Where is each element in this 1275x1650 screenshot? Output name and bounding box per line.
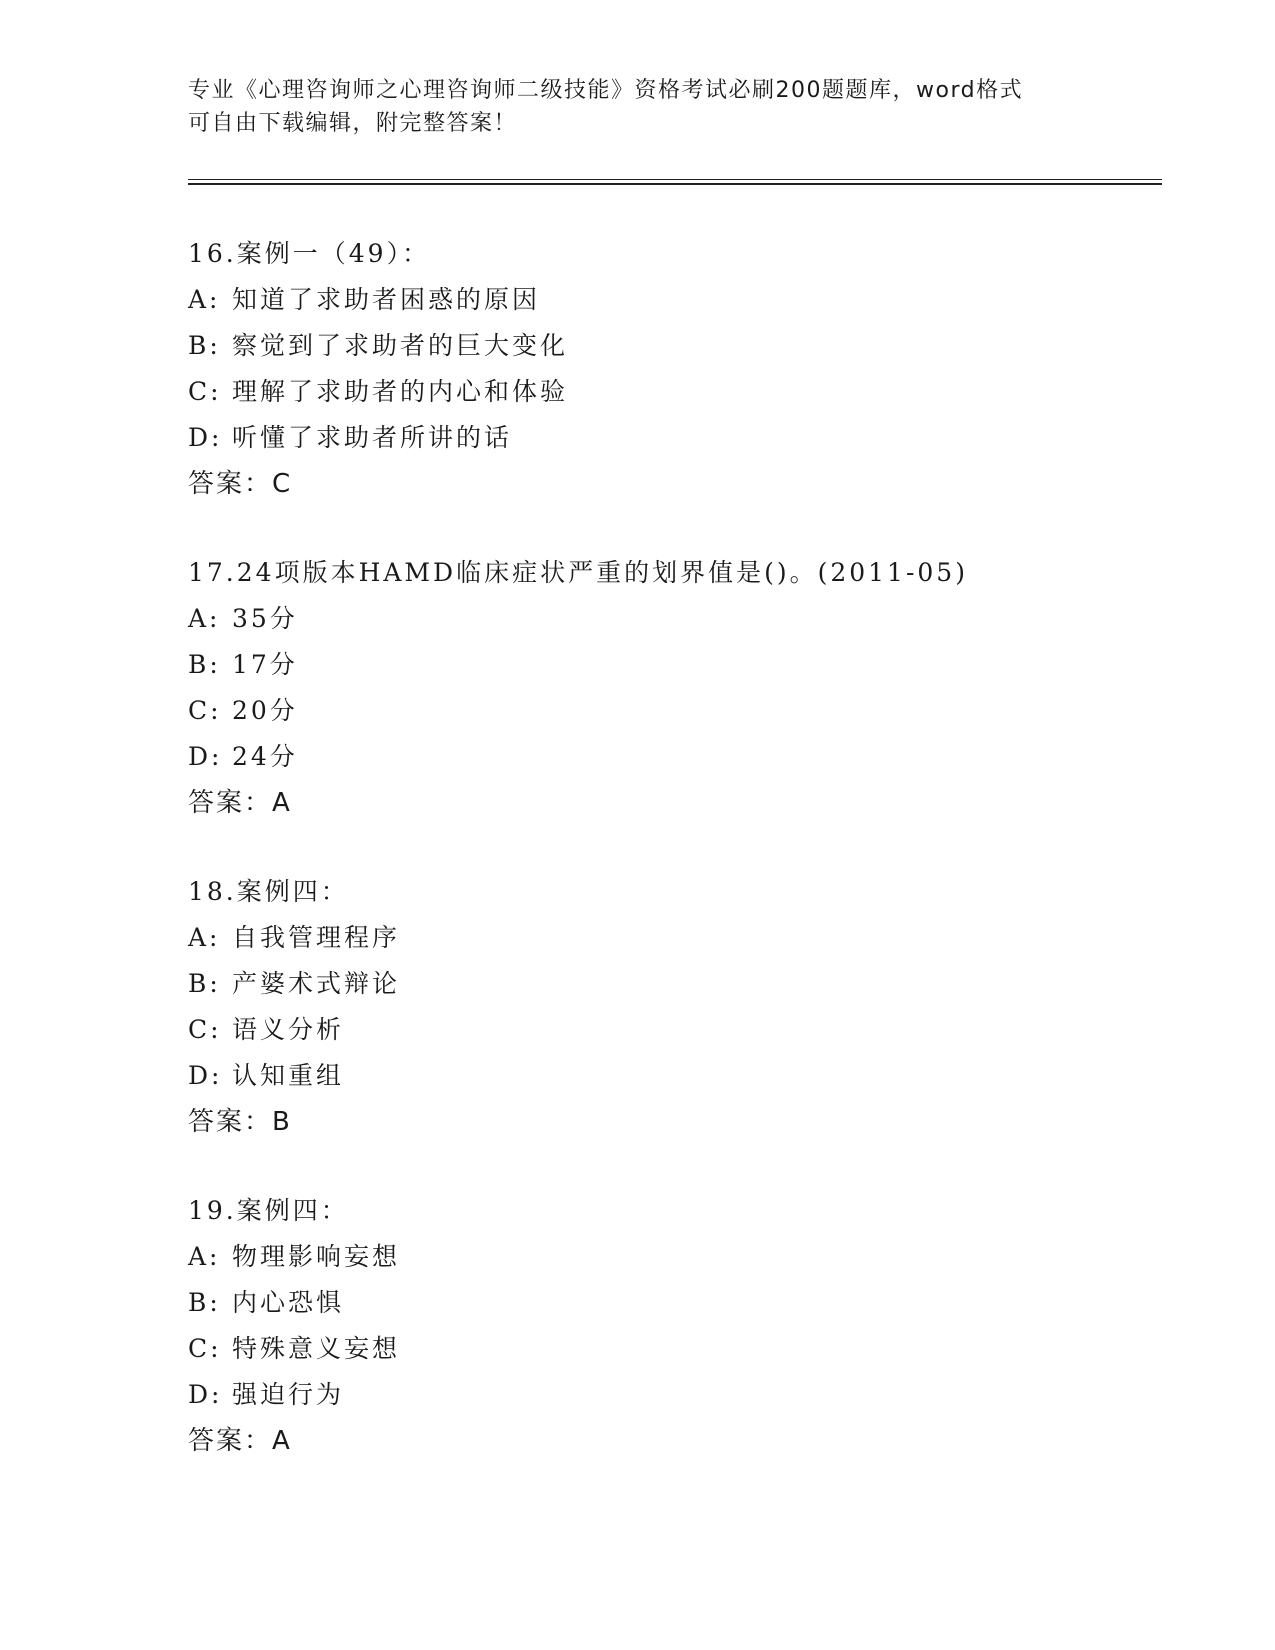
question-stem: 19.案例四： <box>188 1196 349 1225</box>
header-line-2: 可自由下载编辑，附完整答案！ <box>188 111 518 136</box>
option-text: 自我管理程序 <box>232 923 401 952</box>
option-letter: A: <box>188 923 221 952</box>
option-c <box>188 369 1188 415</box>
document-header <box>188 74 1088 140</box>
option-text: 察觉到了求助者的巨大变化 <box>232 331 569 360</box>
header-rule-bottom <box>188 183 1162 185</box>
option-b <box>188 642 1188 688</box>
option-letter: A: <box>188 1242 221 1271</box>
option-letter: C: <box>188 1334 222 1363</box>
option-letter: D: <box>188 1380 223 1409</box>
option-d <box>188 1053 1188 1099</box>
question-block-16 <box>188 231 1188 507</box>
option-b <box>188 323 1188 369</box>
option-c <box>188 1326 1188 1372</box>
option-text: 内心恐惧 <box>232 1288 345 1317</box>
question-block-19 <box>188 1188 1188 1464</box>
option-b <box>188 961 1188 1007</box>
option-text: 强迫行为 <box>232 1380 345 1409</box>
answer-line: 答案：A <box>188 1426 292 1456</box>
option-b <box>188 1280 1188 1326</box>
option-letter: D: <box>188 1061 223 1090</box>
option-a <box>188 1234 1188 1280</box>
option-text: 听懂了求助者所讲的话 <box>232 423 513 452</box>
option-text: 20分 <box>232 696 298 725</box>
option-letter: C: <box>188 377 222 406</box>
option-text: 物理影响妄想 <box>232 1242 401 1271</box>
option-d <box>188 734 1188 780</box>
answer-line: 答案：C <box>188 469 293 499</box>
option-letter: C: <box>188 1015 222 1044</box>
option-letter: A: <box>188 285 221 314</box>
option-letter: A: <box>188 604 221 633</box>
question-stem: 18.案例四： <box>188 877 349 906</box>
option-a <box>188 915 1188 961</box>
answer-line: 答案：A <box>188 788 292 818</box>
option-letter: C: <box>188 696 222 725</box>
option-letter: B: <box>188 969 221 998</box>
question-stem: 17.24项版本HAMD临床症状严重的划界值是()。(2011-05) <box>188 558 968 587</box>
header-line-1: 专业《心理咨询师之心理咨询师二级技能》资格考试必刷200题题库，word格式 <box>188 78 1024 103</box>
option-d <box>188 1372 1188 1418</box>
option-letter: B: <box>188 650 221 679</box>
option-d <box>188 415 1188 461</box>
option-letter: B: <box>188 331 221 360</box>
option-letter: B: <box>188 1288 221 1317</box>
option-text: 语义分析 <box>232 1015 345 1044</box>
option-c <box>188 1007 1188 1053</box>
option-text: 理解了求助者的内心和体验 <box>232 377 569 406</box>
option-text: 知道了求助者困惑的原因 <box>232 285 541 314</box>
option-text: 认知重组 <box>232 1061 345 1090</box>
option-a <box>188 277 1188 323</box>
question-stem: 16.案例一（49）： <box>188 239 431 268</box>
option-letter: D: <box>188 423 223 452</box>
header-rule-top <box>188 179 1162 180</box>
option-c <box>188 688 1188 734</box>
question-block-17 <box>188 550 1188 826</box>
option-text: 35分 <box>232 604 298 633</box>
option-text: 产婆术式辩论 <box>232 969 401 998</box>
option-text: 特殊意义妄想 <box>232 1334 401 1363</box>
answer-line: 答案：B <box>188 1107 292 1137</box>
option-letter: D: <box>188 742 223 771</box>
option-a <box>188 596 1188 642</box>
option-text: 24分 <box>232 742 298 771</box>
question-block-18 <box>188 869 1188 1145</box>
option-text: 17分 <box>232 650 298 679</box>
